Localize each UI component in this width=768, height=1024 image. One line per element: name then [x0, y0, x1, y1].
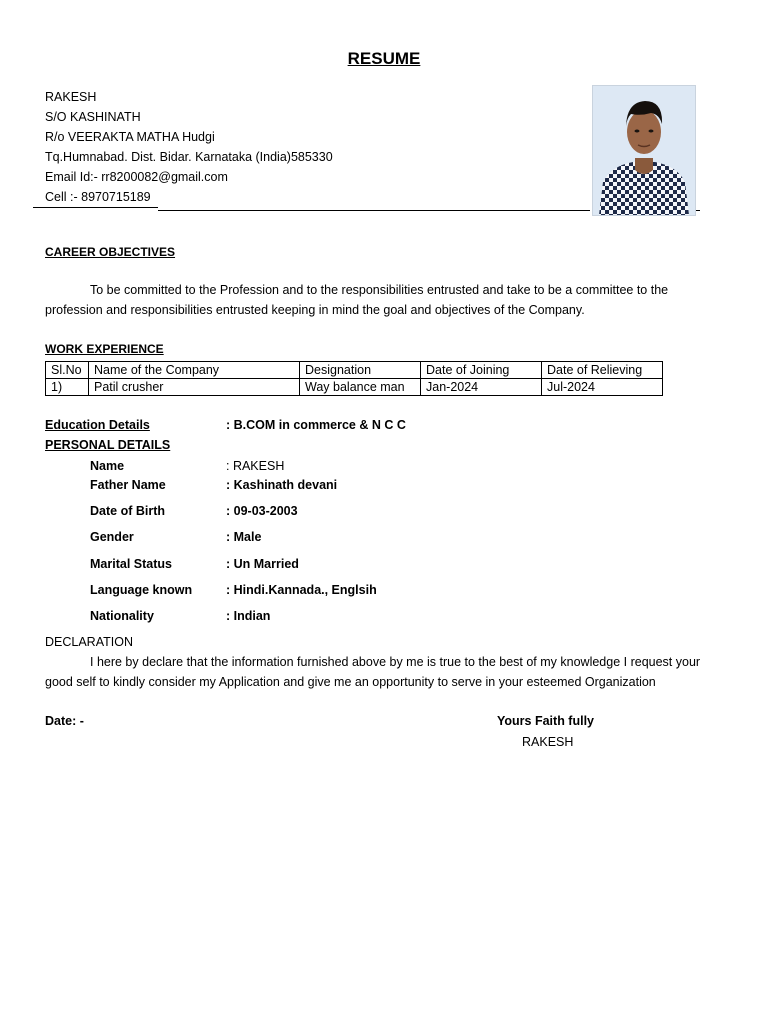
- cell-line: Cell :- 8970715189: [45, 190, 151, 204]
- cell-designation: Way balance man: [300, 379, 421, 396]
- personal-value-gender: : Male: [226, 530, 262, 544]
- education-label: Education Details: [45, 418, 150, 432]
- profile-photo: [592, 85, 696, 216]
- applicant-name: RAKESH: [45, 90, 97, 104]
- page-title: RESUME: [347, 49, 421, 68]
- person-photo-icon: [593, 86, 695, 215]
- signature-name: RAKESH: [522, 735, 574, 749]
- header-rule-left: [33, 207, 158, 208]
- col-header-designation: Designation: [300, 362, 421, 379]
- career-heading: CAREER OBJECTIVES: [45, 245, 176, 259]
- cell-relieving: Jul-2024: [542, 379, 663, 396]
- education-value: : B.COM in commerce & N C C: [226, 418, 406, 432]
- declaration-text: I here by declare that the information furnished above by me is true to the best of my knowledge I request your good self to kindly consider my Application and give me an opportunity to serve in your esteemed Organization: [45, 655, 701, 689]
- personal-label-father: Father Name: [90, 478, 166, 492]
- work-heading: WORK EXPERIENCE: [45, 342, 164, 356]
- col-header-slno: Sl.No: [46, 362, 89, 379]
- father-line: S/O KASHINATH: [45, 110, 141, 124]
- cell-joining: Jan-2024: [421, 379, 542, 396]
- address-line: Tq.Humnabad. Dist. Bidar. Karnataka (India)585330: [45, 150, 333, 164]
- col-header-company: Name of the Company: [89, 362, 300, 379]
- declaration-heading: DECLARATION: [45, 635, 133, 649]
- date-label: Date: -: [45, 714, 84, 728]
- personal-label-nationality: Nationality: [90, 609, 154, 623]
- personal-heading: PERSONAL DETAILS: [45, 438, 171, 452]
- personal-label-marital: Marital Status: [90, 557, 172, 571]
- personal-label-language: Language known: [90, 583, 193, 597]
- personal-value-name: : RAKESH: [226, 459, 285, 473]
- table-row: [46, 379, 663, 396]
- email-line: Email Id:- rr8200082@gmail.com: [45, 170, 228, 184]
- closing-text: Yours Faith fully: [497, 714, 594, 728]
- col-header-joining: Date of Joining: [421, 362, 542, 379]
- cell-slno: 1): [46, 379, 89, 396]
- personal-label-name: Name: [90, 459, 125, 473]
- residence-line: R/o VEERAKTA MATHA Hudgi: [45, 130, 215, 144]
- career-text: To be committed to the Profession and to the responsibilities entrusted and take to be a committee to the profession and responsibilities entrusted keeping in mind the goal and objectives of the Company.: [45, 283, 669, 317]
- col-header-relieving: Date of Relieving: [542, 362, 663, 379]
- table-header-row: [46, 362, 663, 379]
- work-table: [45, 361, 663, 396]
- header-rule: [158, 210, 590, 211]
- personal-value-language: : Hindi.Kannada., Englsih: [226, 583, 377, 597]
- personal-label-gender: Gender: [90, 530, 134, 544]
- cell-company: Patil crusher: [89, 379, 300, 396]
- personal-value-father: : Kashinath devani: [226, 478, 338, 492]
- personal-label-dob: Date of Birth: [90, 504, 165, 518]
- personal-value-dob: : 09-03-2003: [226, 504, 298, 518]
- personal-value-nationality: : Indian: [226, 609, 271, 623]
- personal-value-marital: : Un Married: [226, 557, 299, 571]
